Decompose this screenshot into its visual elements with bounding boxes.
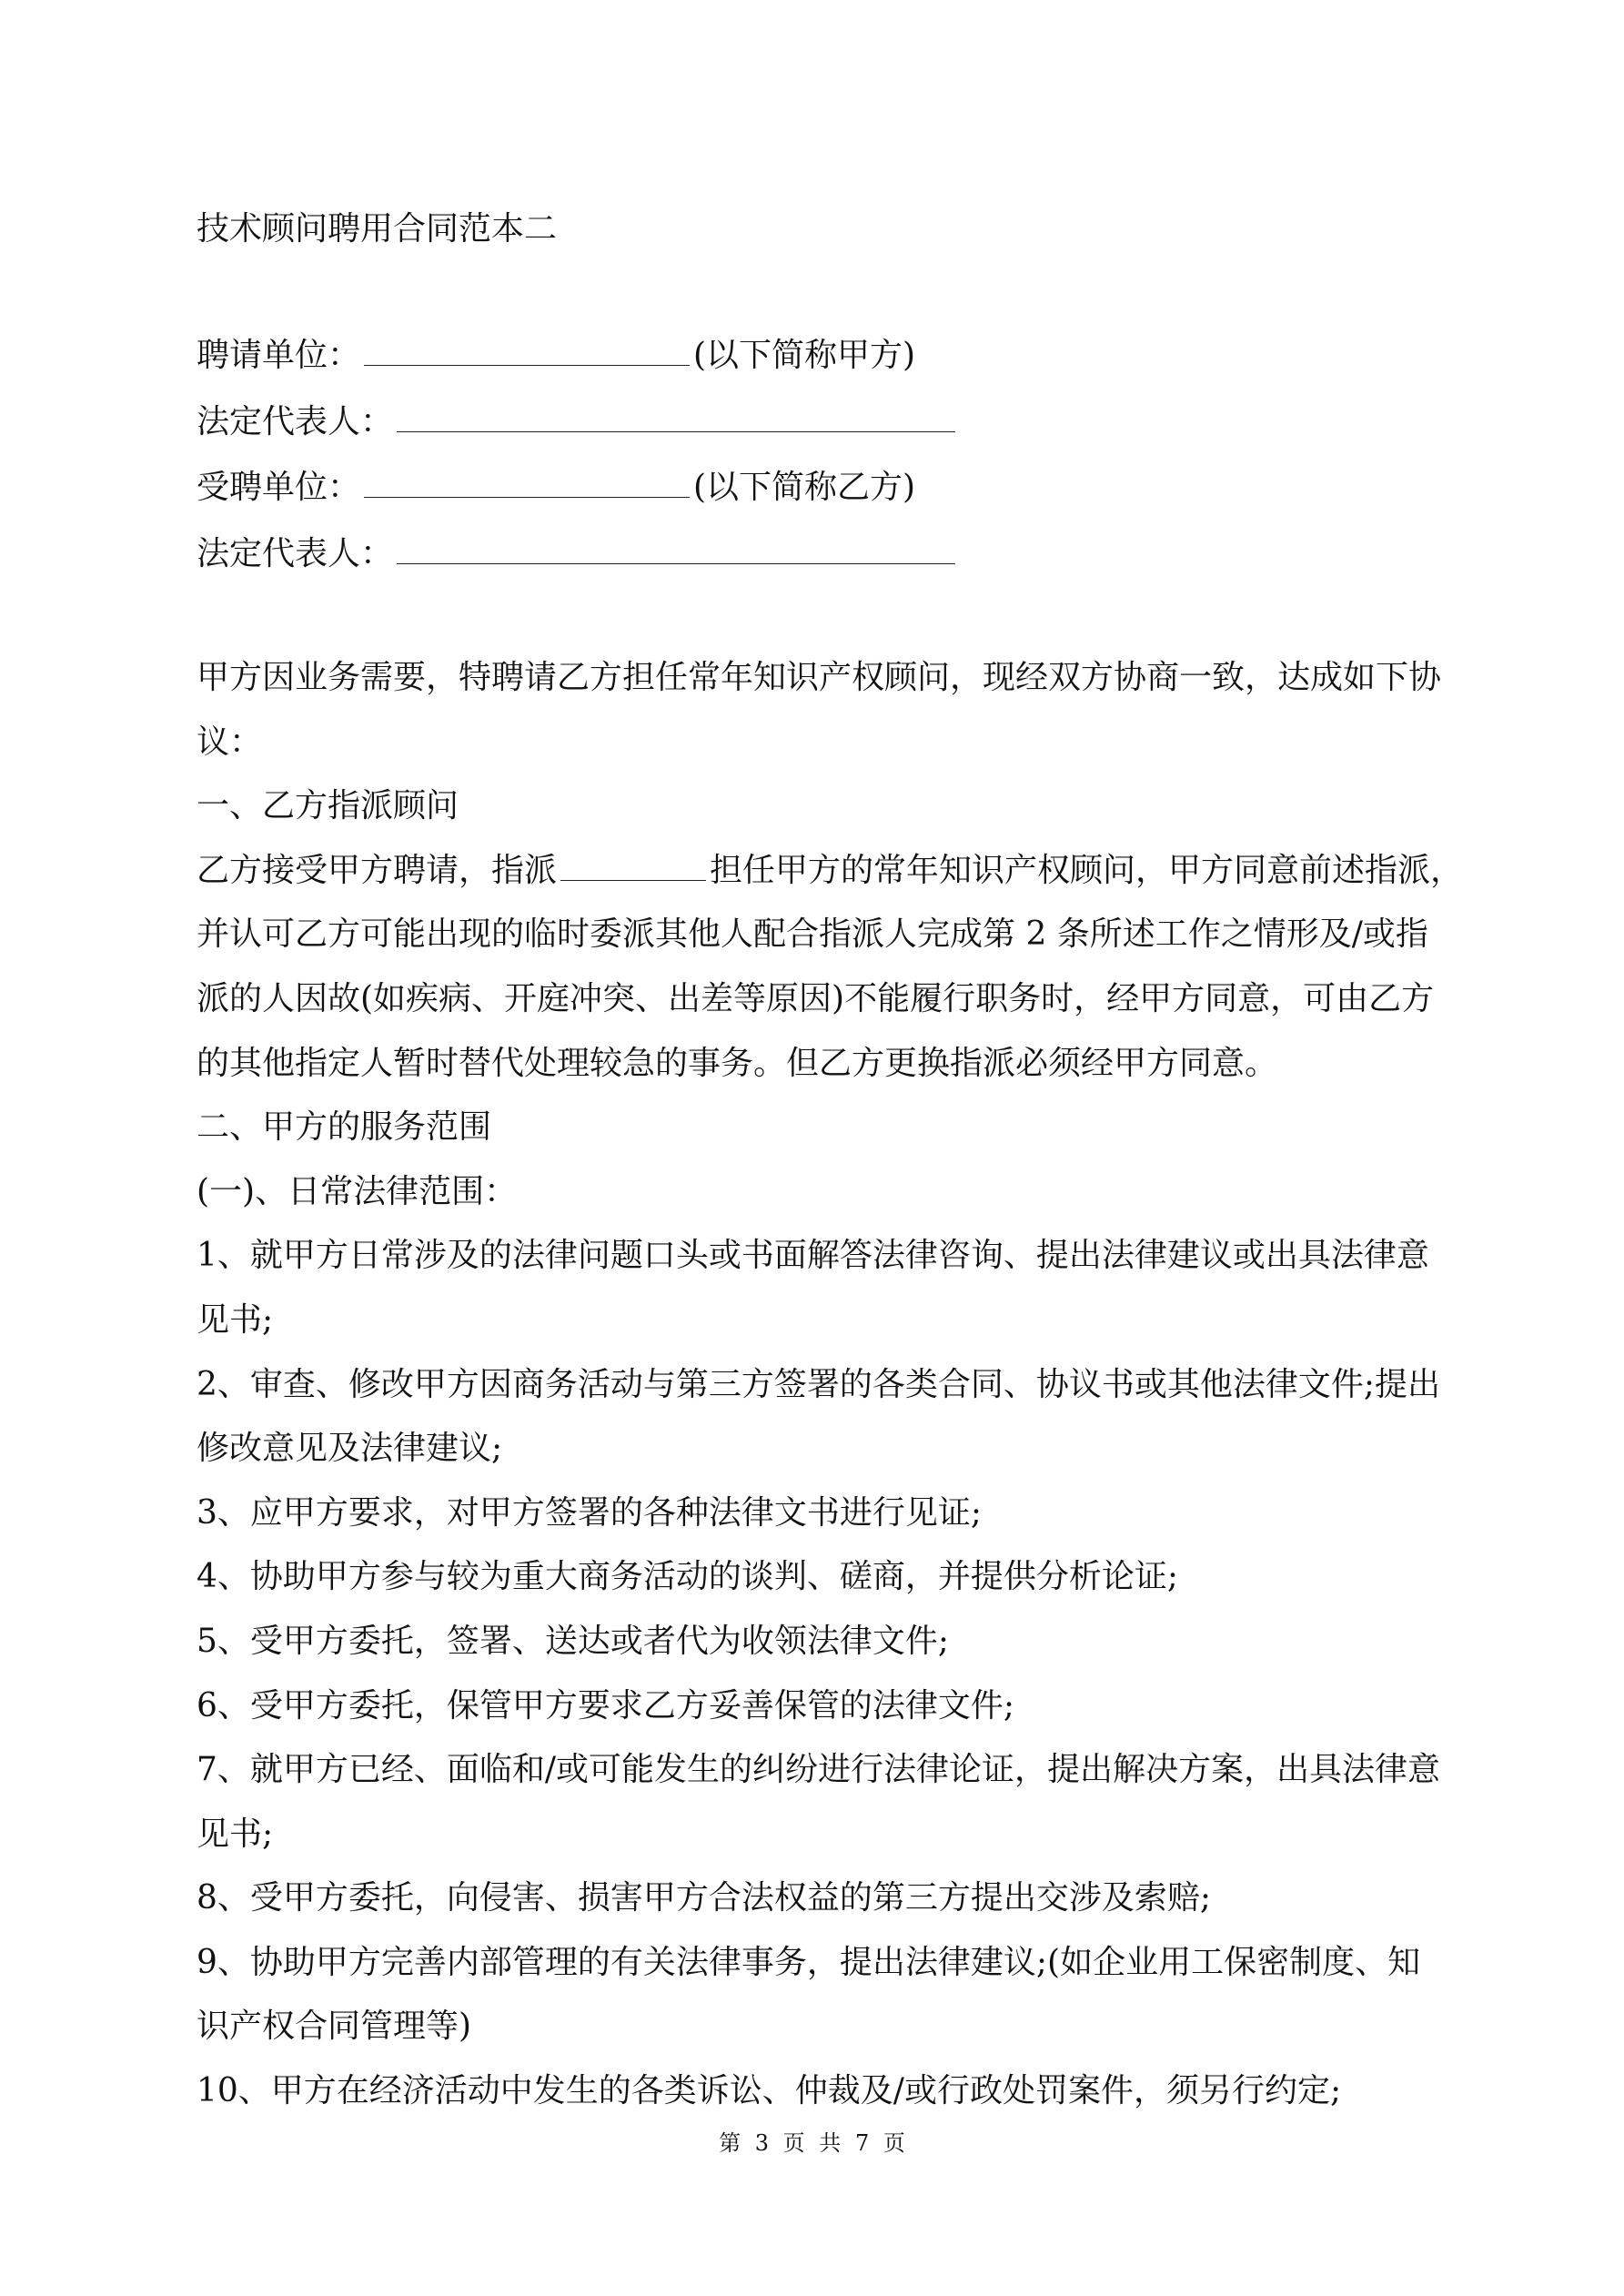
party-fields [197, 323, 959, 587]
field-label: 法定代表人： [197, 534, 394, 572]
list-item-cont: 识产权合同管理等) [197, 2008, 472, 2046]
list-item-cont: 见书; [197, 1815, 274, 1853]
field-employer [197, 323, 959, 389]
list-item: 2、审查、修改甲方因商务活动与第三方签署的各类合同、协议书或其他法律文件;提出 [197, 1365, 1441, 1403]
text: 乙方接受甲方聘请，指派 [197, 851, 558, 889]
list-item: 9、协助甲方完善内部管理的有关法律事务，提出法律建议;(如企业用工保密制度、知 [197, 1943, 1421, 1981]
paragraph-line: 甲方因业务需要，特聘请乙方担任常年知识产权顾问，现经双方协商一致，达成如下协 [197, 659, 1442, 696]
blank-line [397, 536, 955, 564]
list-item: 8、受甲方委托，向侵害、损害甲方合法权益的第三方提出交涉及索赔; [197, 1879, 1212, 1917]
list-item: 4、协助甲方参与较为重大商务活动的谈判、磋商，并提供分析论证; [197, 1558, 1179, 1596]
contract-body [197, 646, 1463, 2124]
page-number: 第 3 页 共 7 页 [719, 2130, 905, 2156]
list-item-cont: 见书; [197, 1300, 274, 1339]
list-item: 3、应甲方要求，对甲方签署的各种法律文书进行见证; [197, 1493, 983, 1532]
paragraph-line: 派的人因故(如疾病、开庭冲突、出差等原因)不能履行职务时，经甲方同意，可由乙方 [197, 979, 1435, 1017]
list-item: 1、就甲方日常涉及的法律问题口头或书面解答法律咨询、提出法律建议或出具法律意 [197, 1237, 1429, 1275]
blank-line [364, 470, 690, 498]
blank-line [560, 853, 706, 881]
blank-line [397, 404, 955, 432]
list-item: 10、甲方在经济活动中发生的各类诉讼、仲裁及/或行政处罚案件，须另行约定; [197, 2072, 1342, 2110]
subsection-heading: (一)、日常法律范围： [197, 1172, 518, 1210]
field-suffix: (以下简称乙方) [693, 469, 916, 506]
list-item-cont: 修改意见及法律建议; [197, 1430, 503, 1468]
list-item: 7、就甲方已经、面临和/或可能发生的纠纷进行法律论证，提出解决方案，出具法律意 [197, 1751, 1441, 1789]
field-employer-representative [197, 389, 959, 456]
document-title: 技术顾问聘用合同范本二 [197, 210, 558, 248]
field-label: 法定代表人： [197, 402, 394, 440]
list-item: 6、受甲方委托，保管甲方要求乙方妥善保管的法律文件; [197, 1686, 1015, 1725]
paragraph-line: 议： [197, 723, 263, 761]
field-label: 受聘单位： [197, 469, 361, 506]
paragraph-line: 的其他指定人暂时替代处理较急的事务。但乙方更换指派必须经甲方同意。 [197, 1044, 1278, 1082]
field-employee [197, 455, 959, 521]
field-label: 聘请单位： [197, 337, 361, 374]
list-item: 5、受甲方委托，签署、送达或者代为收领法律文件; [197, 1622, 950, 1660]
section-heading: 二、甲方的服务范围 [197, 1108, 492, 1147]
field-suffix: (以下简称甲方) [693, 337, 916, 374]
text: 担任甲方的常年知识产权顾问，甲方同意前述指派， [710, 851, 1464, 889]
blank-line [364, 338, 690, 366]
paragraph-line [197, 839, 1463, 904]
paragraph-line: 并认可乙方可能出现的临时委派其他人配合指派人完成第 2 条所述工作之情形及/或指 [197, 915, 1428, 954]
section-heading: 一、乙方指派顾问 [197, 787, 459, 825]
field-employee-representative [197, 521, 959, 588]
